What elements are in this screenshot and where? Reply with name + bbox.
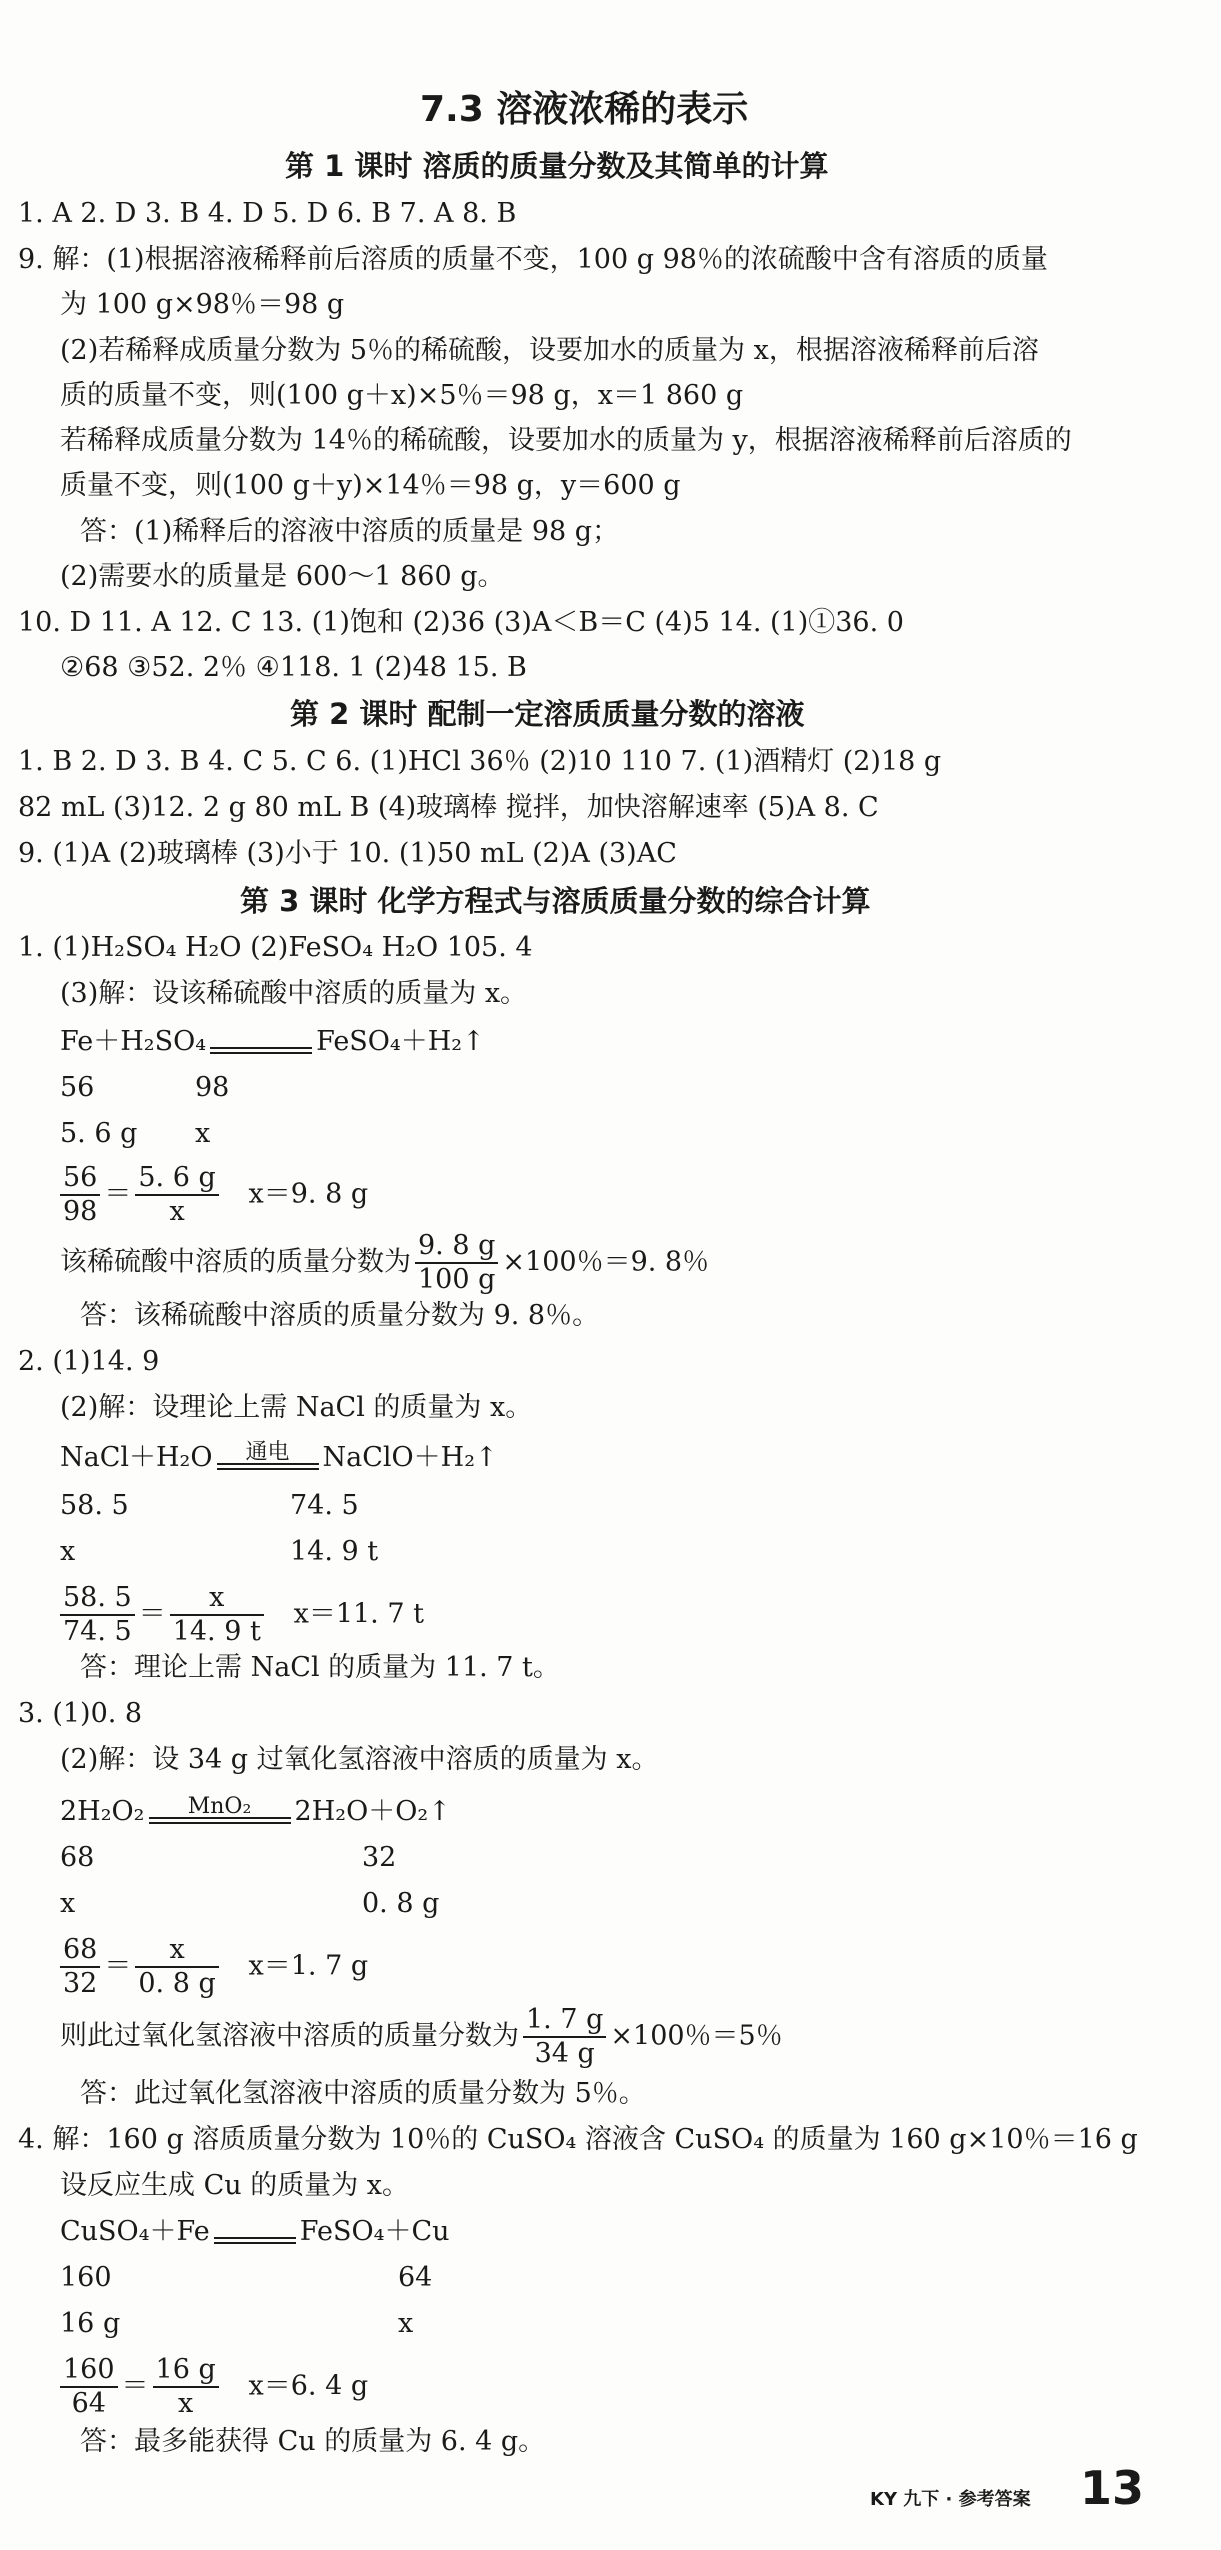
q2-answer: 答：理论上需 NaCl 的质量为 11. 7 t。 xyxy=(80,1652,560,1683)
fraction: $\frac{16 g}{x}$ xyxy=(153,2354,219,2420)
fraction: $\frac{56}{98}$ xyxy=(60,1162,100,1228)
q3-proportion: $\frac{68}{32}$ ＝ $\frac{x}{0. 8 g}$ x＝1. 7 g xyxy=(56,1934,368,2000)
reaction-arrow: MnO₂ xyxy=(145,1795,295,1831)
q3-value: 0. 8 g xyxy=(362,1888,440,1919)
equation-right: FeSO₄＋H₂↑ xyxy=(316,1026,485,1057)
q4-molar-mass: 64 xyxy=(398,2262,433,2293)
fraction: $\frac{68}{32}$ xyxy=(60,1934,100,2000)
reaction-arrow: 通电 xyxy=(213,1441,323,1477)
q4-line: 4. 解：160 g 溶质质量分数为 10％的 CuSO₄ 溶液含 CuSO₄ 的质量为 160 g×10％＝16 g xyxy=(18,2124,1138,2155)
q3-answer: 答：此过氧化氢溶液中溶质的质量分数为 5％。 xyxy=(80,2078,646,2109)
q3-line: (2)解：设 34 g 过氧化氢溶液中溶质的质量为 x。 xyxy=(60,1744,659,1775)
lesson3-heading: 第 3 课时 化学方程式与溶质质量分数的综合计算 xyxy=(240,884,871,918)
reaction-arrow xyxy=(210,2215,300,2251)
q1-equation xyxy=(60,1024,485,1061)
q2-proportion: $\frac{58. 5}{74. 5}$ ＝ $\frac{x}{14. 9 t}$ x＝11. 7 t xyxy=(56,1582,424,1648)
fraction: $\frac{58. 5}{74. 5}$ xyxy=(60,1582,135,1648)
equation-right: NaClO＋H₂↑ xyxy=(322,1442,498,1473)
q1-molar-mass: 56 xyxy=(60,1072,95,1103)
q2-line: 2. (1)14. 9 xyxy=(18,1346,160,1377)
lesson2-line: 9. (1)A (2)玻璃棒 (3)小于 10. (1)50 mL (2)A (3)AC xyxy=(18,838,677,869)
lesson1-line: (2)需要水的质量是 600～1 860 g。 xyxy=(60,561,505,592)
lesson1-line: 为 100 g×98％＝98 g xyxy=(60,289,345,320)
lesson1-line: 10. D 11. A 12. C 13. (1)饱和 (2)36 (3)A＜B＝C (4)5 14. (1)①36. 0 xyxy=(18,607,904,638)
lesson2-line: 82 mL (3)12. 2 g 80 mL B (4)玻璃棒 搅拌，加快溶解速率 (5)A 8. C xyxy=(18,792,879,823)
q3-molar-mass: 68 xyxy=(60,1842,95,1873)
q2-value: 14. 9 t xyxy=(290,1536,379,1567)
q2-equation xyxy=(60,1440,498,1477)
lesson1-line: 1. A 2. D 3. B 4. D 5. D 6. B 7. A 8. B xyxy=(18,198,517,229)
q3-molar-mass: 32 xyxy=(362,1842,397,1873)
lesson2-line: 1. B 2. D 3. B 4. C 5. C 6. (1)HCl 36％ (2)10 110 7. (1)酒精灯 (2)18 g xyxy=(18,746,942,777)
reaction-arrow xyxy=(206,1025,316,1061)
q4-equation xyxy=(60,2214,450,2251)
q1-line: (3)解：设该稀硫酸中溶质的质量为 x。 xyxy=(60,978,528,1009)
q1-value: 5. 6 g xyxy=(60,1118,138,1149)
q3-equation xyxy=(60,1794,451,1831)
fraction: $\frac{9. 8 g}{100 g}$ xyxy=(415,1230,498,1296)
equation-left: 2H₂O₂ xyxy=(60,1796,145,1827)
q1-line: 1. (1)H₂SO₄ H₂O (2)FeSO₄ H₂O 105. 4 xyxy=(18,932,533,963)
section-title: 7.3 溶液浓稀的表示 xyxy=(420,89,749,130)
q2-molar-mass: 58. 5 xyxy=(60,1490,129,1521)
equation-left: NaCl＋H₂O xyxy=(60,1442,213,1473)
q4-answer: 答：最多能获得 Cu 的质量为 6. 4 g。 xyxy=(80,2426,546,2457)
q1-percentage: 该稀硫酸中溶质的质量分数为 $\frac{9. 8 g}{100 g}$ ×100％＝9. 8％ xyxy=(60,1230,710,1295)
q2-molar-mass: 74. 5 xyxy=(290,1490,359,1521)
lesson2-heading: 第 2 课时 配制一定溶质质量分数的溶液 xyxy=(290,697,805,731)
q4-value: 16 g xyxy=(60,2308,121,2339)
q1-value: x xyxy=(195,1118,211,1149)
footer-label: KY 九下 · 参考答案 xyxy=(870,2489,1031,2510)
result: x＝9. 8 g xyxy=(248,1178,369,1210)
equation-right: 2H₂O＋O₂↑ xyxy=(294,1796,451,1827)
lesson1-line: (2)若稀释成质量分数为 5％的稀硫酸，设要加水的质量为 x，根据溶液稀释前后溶 xyxy=(60,335,1039,366)
q3-value: x xyxy=(60,1888,76,1919)
q2-line: (2)解：设理论上需 NaCl 的质量为 x。 xyxy=(60,1392,533,1423)
lesson1-line: 质的质量不变，则(100 g＋x)×5％＝98 g，x＝1 860 g xyxy=(60,380,744,411)
q4-molar-mass: 160 xyxy=(60,2262,112,2293)
q3-percentage: 则此过氧化氢溶液中溶质的质量分数为 $\frac{1. 7 g}{34 g}$ ×100％＝5％ xyxy=(60,2004,783,2069)
equation-left: CuSO₄＋Fe xyxy=(60,2216,210,2247)
lesson1-line: 质量不变，则(100 g＋y)×14％＝98 g，y＝600 g xyxy=(60,470,681,501)
fraction: $\frac{160}{64}$ xyxy=(60,2354,118,2420)
result: x＝1. 7 g xyxy=(248,1950,369,1982)
lesson1-heading: 第 1 课时 溶质的质量分数及其简单的计算 xyxy=(285,149,829,183)
q4-value: x xyxy=(398,2308,414,2339)
fraction: $\frac{x}{0. 8 g}$ xyxy=(135,1934,218,2000)
fraction: $\frac{x}{14. 9 t}$ xyxy=(170,1582,264,1648)
equation-left: Fe＋H₂SO₄ xyxy=(60,1026,207,1057)
lesson1-line: 答：(1)稀释后的溶液中溶质的质量是 98 g； xyxy=(80,516,620,547)
result: x＝11. 7 t xyxy=(293,1598,424,1630)
q1-proportion: $\frac{56}{98}$ ＝ $\frac{5. 6 g}{x}$ x＝9. 8 g xyxy=(56,1162,368,1228)
q3-line: 3. (1)0. 8 xyxy=(18,1698,143,1729)
lesson1-line: 若稀释成质量分数为 14％的稀硫酸，设要加水的质量为 y，根据溶液稀释前后溶质的 xyxy=(60,425,1072,456)
page-number: 13 xyxy=(1080,2461,1145,2515)
q1-answer: 答：该稀硫酸中溶质的质量分数为 9. 8％。 xyxy=(80,1300,600,1331)
lesson1-line: ②68 ③52. 2％ ④118. 1 (2)48 15. B xyxy=(60,652,527,683)
q4-proportion: $\frac{160}{64}$ ＝ $\frac{16 g}{x}$ x＝6. 4 g xyxy=(56,2354,368,2420)
q2-value: x xyxy=(60,1536,76,1567)
q1-molar-mass: 98 xyxy=(195,1072,230,1103)
q4-line: 设反应生成 Cu 的质量为 x。 xyxy=(60,2170,410,2201)
equation-right: FeSO₄＋Cu xyxy=(299,2216,450,2247)
fraction: $\frac{1. 7 g}{34 g}$ xyxy=(523,2004,606,2070)
result: x＝6. 4 g xyxy=(248,2370,369,2402)
fraction: $\frac{5. 6 g}{x}$ xyxy=(135,1162,218,1228)
lesson1-line: 9. 解：(1)根据溶液稀释前后溶质的质量不变，100 g 98％的浓硫酸中含有溶质的质量 xyxy=(18,244,1048,275)
